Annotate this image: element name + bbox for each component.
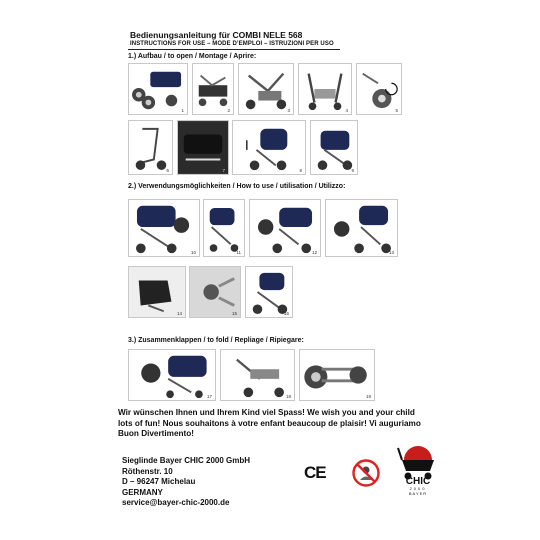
step-image-7 (177, 120, 229, 175)
step-image-10 (128, 199, 200, 257)
step-image-12 (249, 199, 321, 257)
address-city: D – 96247 Michelau (122, 477, 196, 487)
step-image-17 (128, 349, 216, 401)
logo-sub: BAYER (408, 491, 428, 496)
step-image-4 (298, 63, 352, 115)
logo-brand: CHIC (405, 476, 431, 487)
step-number: 11 (236, 250, 241, 255)
page-title: Bedienungsanleitung für COMBI NELE 568 (130, 30, 303, 40)
title-divider (128, 49, 340, 50)
step-image-19 (299, 349, 375, 401)
step-number: 6 (166, 168, 169, 173)
step-number: 1 (181, 108, 184, 113)
step-number: 18 (285, 394, 291, 399)
step-number: 17 (206, 394, 212, 399)
step-image-3 (238, 63, 294, 115)
step-image-14 (128, 266, 186, 318)
step-image-9 (310, 120, 358, 175)
step-number: 19 (365, 394, 371, 399)
step-number: 16 (283, 311, 289, 316)
step-image-2 (192, 63, 234, 115)
step-number: 9 (351, 168, 354, 173)
address-email: service@bayer-chic-2000.de (122, 498, 230, 508)
address-street: Röthenstr. 10 (122, 466, 173, 476)
step-number: 14 (176, 311, 182, 316)
address-block (122, 456, 250, 509)
step-image-16 (245, 266, 293, 318)
ce-mark-icon: CE (304, 463, 326, 482)
step-number: 15 (231, 311, 237, 316)
stroller-logo-icon (396, 440, 440, 496)
step-number: 13 (388, 250, 394, 255)
section-heading-open: 1.) Aufbau / to open / Montage / Aprire: (128, 53, 257, 60)
step-image-11 (203, 199, 245, 257)
page-subtitle: INSTRUCTIONS FOR USE – MODE D’EMPLOI – ISTRUZIONI PER USO (130, 41, 334, 47)
step-number: 4 (345, 108, 348, 113)
step-number: 3 (287, 108, 290, 113)
step-number: 2 (227, 108, 230, 113)
closing-wishes: Wir wünschen Ihnen und Ihrem Kind viel Spass! We wish you and your child lots of fun! Nous souhaitons à votre enfant beaucoup de plaisir! Vi auguriamo Buon Divertimento! (118, 408, 421, 438)
step-image-6 (128, 120, 173, 175)
step-image-5 (356, 63, 402, 115)
step-image-15 (189, 266, 241, 318)
step-image-8 (232, 120, 306, 175)
address-country: GERMANY (122, 487, 163, 497)
step-image-1 (128, 63, 188, 115)
no-children-warning-icon (351, 458, 381, 488)
address-company: Sieglinde Bayer CHIC 2000 GmbH (122, 456, 251, 465)
step-image-18 (220, 349, 295, 401)
step-number: 12 (311, 250, 317, 255)
section-heading-fold: 3.) Zusammenklappen / to fold / Repliage / Ripiegare: (128, 337, 304, 344)
step-number: 10 (190, 250, 196, 255)
step-number: 5 (395, 108, 398, 113)
step-number: 7 (222, 168, 225, 173)
logo-year: 2000 (409, 486, 427, 491)
section-heading-use: 2.) Verwendungsmöglichkeiten / How to use / utilisation / Utilizzo: (128, 183, 346, 190)
step-number: 8 (299, 168, 302, 173)
step-image-13 (325, 199, 398, 257)
